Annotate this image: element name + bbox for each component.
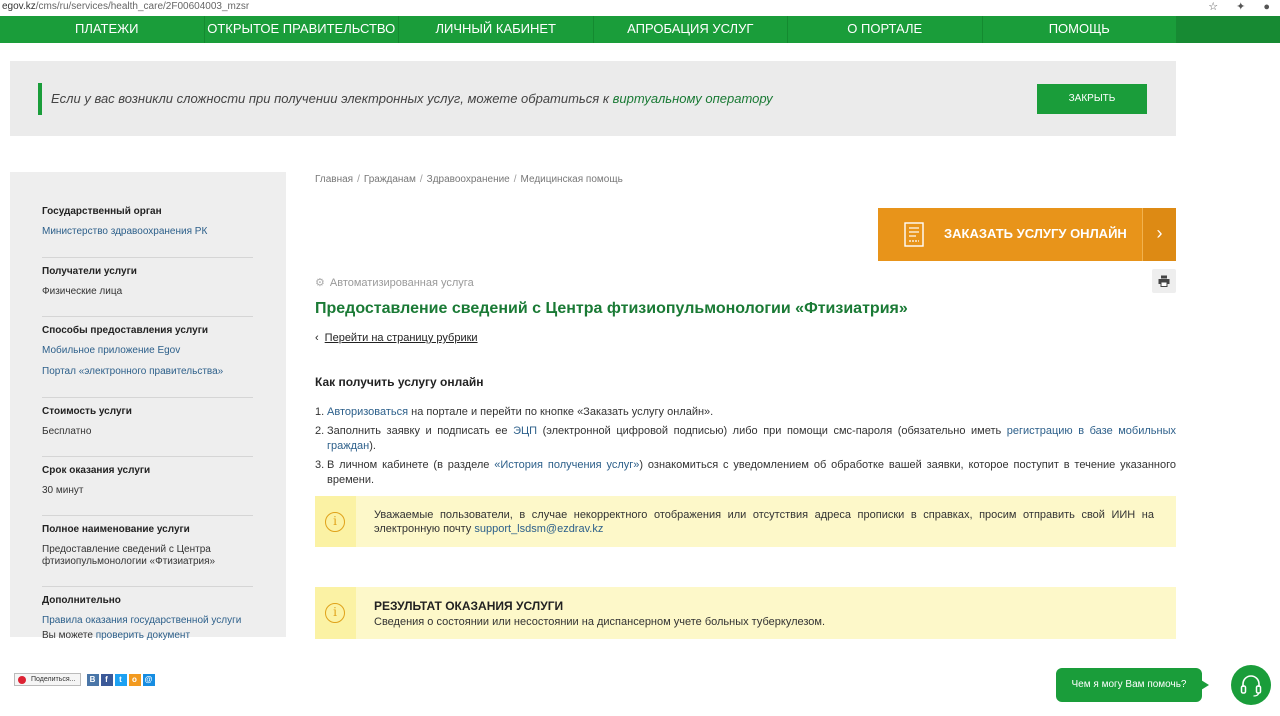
- order-button-label: ЗАКАЗАТЬ УСЛУГУ ОНЛАЙН: [944, 226, 1127, 241]
- methods-heading: Способы предоставления услуги: [42, 325, 209, 336]
- service-sidebar: [10, 172, 286, 641]
- support-email-link[interactable]: support_lsdsm@ezdrav.kz: [474, 523, 604, 535]
- result-description: Сведения о состоянии или несостоянии на диспансерном учете больных туберкулезом.: [374, 616, 826, 628]
- gear-icon: ⚙: [315, 277, 325, 289]
- authorize-link[interactable]: Авторизоваться: [327, 406, 409, 418]
- notice-text: [51, 91, 773, 106]
- top-nav: [0, 16, 1280, 43]
- odnoklassniki-icon[interactable]: о: [129, 674, 141, 686]
- verify-text: Вы можете: [42, 630, 93, 641]
- recipients-heading: Получатели услуги: [42, 266, 137, 277]
- extensions-icon[interactable]: ✦: [1236, 1, 1246, 13]
- term-heading: Срок оказания услуги: [42, 465, 151, 476]
- nav-payments[interactable]: ПЛАТЕЖИ: [10, 16, 205, 43]
- step-number: 1.: [315, 406, 325, 418]
- verify-document-line: [42, 630, 253, 642]
- facebook-icon[interactable]: f: [101, 674, 113, 686]
- headset-glyph: [1231, 665, 1271, 705]
- url-host: egov.kz: [2, 1, 36, 12]
- additional-heading: Дополнительно: [42, 595, 121, 606]
- breadcrumb-healthcare[interactable]: Здравоохранение: [426, 174, 510, 185]
- eds-link[interactable]: ЭЦП: [513, 425, 538, 437]
- step-1-text: на портале и перейти по кнопке «Заказать услугу онлайн».: [408, 406, 714, 418]
- step-3-text-a: В личном кабинете (в разделе: [327, 459, 495, 471]
- recipients-value: Физические лица: [42, 286, 123, 297]
- breadcrumb-citizens[interactable]: Гражданам: [363, 174, 416, 185]
- step-3-text-b: ) ознакомиться с уведомлением об обработке вашей заявки, которое поступит в течение указанного времени.: [327, 459, 1176, 486]
- close-notice-button[interactable]: ЗАКРЫТЬ: [1037, 84, 1147, 114]
- breadcrumb: Главная / Гражданам / Здравоохранение / Медицинская помощь: [315, 174, 623, 185]
- breadcrumb-medical-help[interactable]: Медицинская помощь: [520, 174, 623, 185]
- method-mobile-app-link[interactable]: Мобильное приложение Egov: [42, 345, 181, 356]
- virtual-operator-link[interactable]: виртуальному оператору: [612, 91, 773, 106]
- step-2-text-c: ).: [369, 440, 376, 452]
- share-widget: [14, 673, 155, 686]
- nav-personal-cabinet[interactable]: ЛИЧНЫЙ КАБИНЕТ: [399, 16, 594, 43]
- back-to-category-link[interactable]: [315, 332, 478, 344]
- warning-text: [374, 508, 1154, 536]
- share-button[interactable]: Поделиться...: [14, 673, 81, 686]
- info-icon: i: [325, 512, 345, 532]
- step-2-text-b: (электронной цифровой подписью) либо при помощи смс-пароля (обязательно иметь: [537, 425, 1007, 437]
- nav-about[interactable]: О ПОРТАЛЕ: [788, 16, 983, 43]
- twitter-icon[interactable]: t: [115, 674, 127, 686]
- address-warning-box: [315, 496, 1176, 547]
- nav-service-testing[interactable]: АПРОБАЦИЯ УСЛУГ: [594, 16, 789, 43]
- page-title: Предоставление сведений с Центра фтизиопульмонологии «Фтизиатрия»: [315, 300, 908, 317]
- chat-prompt-bubble[interactable]: Чем я могу Вам помочь?: [1056, 668, 1202, 702]
- profile-icon[interactable]: ●: [1263, 1, 1270, 13]
- service-history-link[interactable]: «История получения услуг»: [494, 459, 640, 471]
- automated-service-label: Автоматизированная услуга: [329, 277, 474, 289]
- nav-fill: [1176, 16, 1280, 43]
- automated-service-tag: [315, 276, 474, 289]
- method-portal-link[interactable]: Портал «электронного правительства»: [42, 366, 224, 377]
- order-service-online-button[interactable]: [878, 208, 1176, 261]
- full-name-value: Предоставление сведений с Центра фтизиопульмонологии «Фтизиатрия»: [42, 544, 216, 567]
- breadcrumb-home[interactable]: Главная: [315, 174, 354, 185]
- full-name-heading: Полное наименование услуги: [42, 524, 190, 535]
- info-icon: i: [325, 603, 345, 623]
- how-to-heading: Как получить услугу онлайн: [315, 375, 484, 389]
- step-3: [315, 458, 1176, 488]
- address-bar[interactable]: [0, 0, 1280, 16]
- term-value: 30 минут: [42, 485, 84, 496]
- bookmark-star-icon[interactable]: ☆: [1208, 1, 1219, 13]
- document-icon: [904, 222, 924, 247]
- rules-link[interactable]: Правила оказания государственной услуги: [42, 615, 242, 626]
- vk-icon[interactable]: В: [87, 674, 99, 686]
- support-notice: [10, 61, 1176, 136]
- mailru-icon[interactable]: @: [143, 674, 155, 686]
- service-result-box: [315, 587, 1176, 639]
- step-2: [315, 424, 1176, 454]
- notice-message: Если у вас возникли сложности при получении электронных услуг, можете обратиться к: [51, 91, 609, 106]
- back-link-label: Перейти на страницу рубрики: [324, 332, 478, 344]
- result-title: РЕЗУЛЬТАТ ОКАЗАНИЯ УСЛУГИ: [374, 599, 564, 613]
- step-2-text-a: Заполнить заявку и подписать ее: [327, 425, 514, 437]
- step-number: 3.: [315, 459, 325, 471]
- mobile-registration-link[interactable]: регистрацию в базе мобильных граждан: [327, 425, 1176, 452]
- cost-heading: Стоимость услуги: [42, 406, 132, 417]
- verify-document-link[interactable]: проверить документ: [95, 630, 191, 641]
- steps-list: [315, 405, 1176, 492]
- chevron-left-icon: ‹: [315, 332, 319, 344]
- agency-link[interactable]: Министерство здравоохранения РК: [42, 226, 208, 237]
- headset-icon[interactable]: [1231, 665, 1271, 705]
- step-number: 2.: [315, 425, 325, 437]
- notice-accent-bar: [38, 83, 42, 115]
- nav-help[interactable]: ПОМОЩЬ: [1048, 21, 1110, 36]
- warning-message: Уважаемые пользователи, в случае некорректного отображения или отсутствия адреса прописки в справках, просим отправить свой ИИН на электронную почту: [374, 509, 1154, 535]
- url-path: /cms/ru/services/health_care/2F00604003_mzsr: [35, 1, 250, 12]
- step-1: [315, 405, 1176, 420]
- agency-heading: Государственный орган: [42, 206, 162, 217]
- nav-open-government[interactable]: ОТКРЫТОЕ ПРАВИТЕЛЬСТВО: [205, 16, 400, 43]
- printer-icon: [1158, 275, 1170, 287]
- cost-value: Бесплатно: [42, 426, 92, 437]
- chevron-right-icon: ›: [1142, 208, 1176, 261]
- print-button[interactable]: [1152, 269, 1176, 293]
